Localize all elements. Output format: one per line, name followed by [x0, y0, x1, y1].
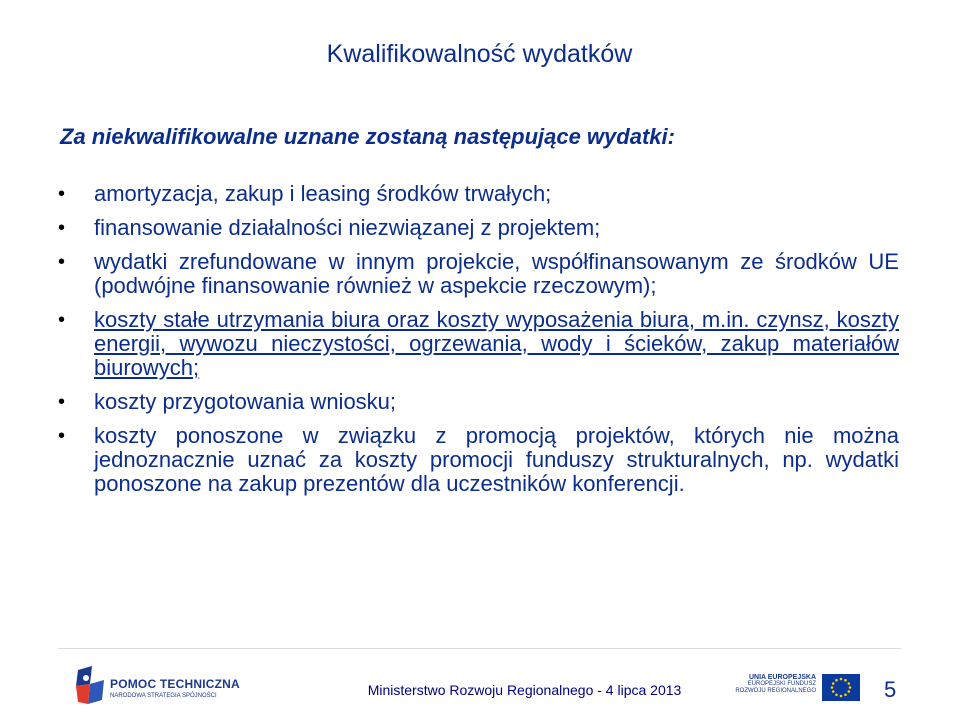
- bullet-list: [58, 182, 899, 506]
- list-item-text: koszty stałe utrzymania biura oraz koszty wyposażenia biura, m.in. czynsz, koszty energii, wywozu nieczystości, ogrzewania, wody i ścieków, zakup materiałów biurowych;: [94, 307, 899, 380]
- list-item-text: koszty ponoszone w związku z promocją projektów, których nie można jednoznacznie uznać za koszty promocji funduszy strukturalnych, np. wydatki ponoszone na zakup prezentów dla uczestników konferencji.: [94, 423, 899, 496]
- eu-logo-line3: ROZWOJU REGIONALNEGO: [735, 688, 816, 694]
- eu-logo-line2: EUROPEJSKI FUNDUSZ: [747, 681, 816, 687]
- list-item: [58, 390, 899, 414]
- page-number: 5: [884, 677, 897, 702]
- list-item: [58, 182, 899, 206]
- list-item-text: koszty przygotowania wniosku;: [94, 389, 397, 414]
- slide-subtitle: Za niekwalifikowalne uznane zostaną następujące wydatki:: [60, 124, 675, 149]
- list-item: [58, 308, 899, 380]
- eu-logo: [735, 668, 860, 708]
- list-item: [58, 424, 899, 496]
- list-item-text: wydatki zrefundowane w innym projekcie, współfinansowanym ze środków UE (podwójne finansowanie również w aspekcie rzeczowym);: [94, 249, 899, 298]
- footer-divider: [58, 648, 901, 649]
- list-item: [58, 216, 899, 240]
- list-item-text: amortyzacja, zakup i leasing środków trwałych;: [94, 181, 552, 206]
- logo-name: POMOC TECHNICZNA: [110, 677, 240, 691]
- list-item: [58, 250, 899, 298]
- eu-logo-line1: UNIA EUROPEJSKA: [748, 674, 816, 681]
- list-item-text: finansowanie działalności niezwiązanej z projektem;: [94, 215, 601, 240]
- eu-logo-text: [735, 674, 816, 695]
- footer-text: Ministerstwo Rozwoju Regionalnego - 4 lipca 2013: [367, 682, 682, 698]
- logo-subtitle: NARODOWA STRATEGIA SPÓJNOŚCI: [110, 693, 217, 699]
- eu-flag-icon: [822, 674, 860, 701]
- slide-title: Kwalifikowalność wydatków: [326, 40, 633, 68]
